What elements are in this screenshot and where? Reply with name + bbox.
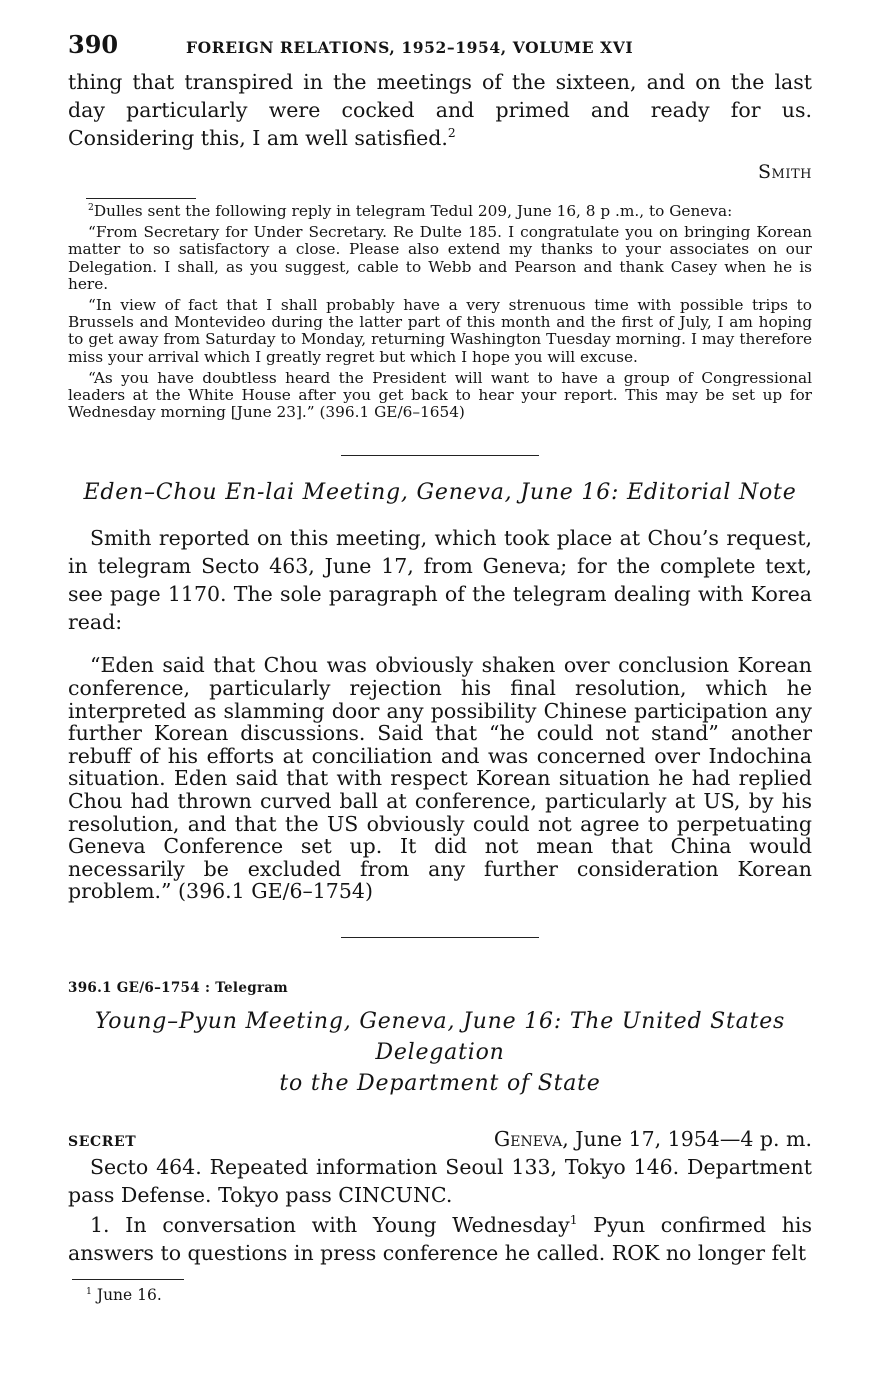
telegram-text: Pyun confirmed his answers to questions in press conference he called. ROK no longer felt xyxy=(68,1212,812,1265)
document-title-line-1: Young–Pyun Meeting, Geneva, June 16: The United States Delegation xyxy=(94,1008,786,1065)
section-divider xyxy=(341,937,539,938)
footnote-reference: 1 xyxy=(569,1213,578,1228)
telegram-paragraph: Secto 464. Repeated information Seoul 133, Tokyo 146. Department pass Defense. Tokyo pass CINCUNC. xyxy=(68,1154,812,1207)
footnote-1 xyxy=(86,1286,812,1304)
dateline xyxy=(68,1127,812,1151)
telegram-paragraph xyxy=(68,1211,812,1267)
telegram-text: 1. In conversation with Young Wednesday xyxy=(90,1212,570,1237)
continuation-text: thing that transpired in the meetings of the sixteen, and on the last day particularly were cocked and primed and ready for us. Considering this, I am well satisfied. xyxy=(68,70,812,150)
footnote-2-intro xyxy=(68,203,812,220)
place-date xyxy=(494,1127,812,1151)
section-divider xyxy=(341,455,539,456)
footnote-2-paragraph: “In view of fact that I shall probably have a very strenuous time with possible trips to Brussels and Montevideo during the latter part of this month and the first of July, I am hoping to get away from Saturday to Monday, returning Washington Tuesday morning. I may therefore miss your arrival which I greatly regret but which I hope you will excuse. xyxy=(68,296,812,366)
page-number: 390 xyxy=(68,30,119,59)
footnote-divider xyxy=(86,198,196,199)
footnote-marker: 1 xyxy=(86,1285,92,1297)
footnote-marker: 2 xyxy=(88,201,94,213)
footnote-1-text: June 16. xyxy=(96,1285,162,1304)
document-title-line-2: to the Department of State xyxy=(279,1070,601,1096)
editorial-note-paragraph: Smith reported on this meeting, which took place at Chou’s request, in telegram Secto 463, June 17, from Geneva; for the complete text, see page 1170. The sole paragraph of the telegram dealing with Korea read: xyxy=(68,526,812,635)
date-time: , June 17, 1954—4 p. m. xyxy=(562,1126,812,1151)
document-file-id: 396.1 GE/6–1754 : Telegram xyxy=(68,979,289,996)
continuation-paragraph xyxy=(68,68,812,152)
signature: Smith xyxy=(758,161,812,183)
footnote-2-paragraph: “From Secretary for Under Secretary. Re Dulte 185. I congratulate you on bringing Korean matter to so satisfactory a close. Please also extend my thanks to your associates on our Delegation. I shall, as you suggest, cable to Webb and Pearson and thank Casey when he is here. xyxy=(68,223,812,293)
running-head xyxy=(68,30,812,68)
footnote-2-paragraph: “As you have doubtless heard the President will want to have a group of Congressional leaders at the White House after you get back to hear your report. This may be set up for Wednesday morning [June 23].” (396.1 GE/6–1654) xyxy=(68,368,812,422)
editorial-note-quote: “Eden said that Chou was obviously shaken over conclusion Korean conference, particularly rejection his final resolution, which he interpreted as slamming door any possibility Chinese participation any further Korean discussions. Said that “he could not stand” another rebuff of his efforts at conciliation and was concerned over Indochina situation. Eden said that with respect Korean situation he had replied Chou had thrown curved ball at conference, particularly at US, by his resolution, and that the US obviously could not agree to perpetuating Geneva Conference set up. It did not mean that China would necessarily be excluded from any further consideration Korean problem.” (396.1 GE/6–1754) xyxy=(68,653,812,904)
place: Geneva xyxy=(493,1126,563,1151)
footnote-divider xyxy=(72,1279,184,1280)
footnote-reference: 2 xyxy=(447,126,456,141)
editorial-note-title: Eden–Chou En-lai Meeting, Geneva, June 16: Editorial Note xyxy=(83,480,797,506)
footnote-2-intro-text: Dulles sent the following reply in telegram Tedul 209, June 16, 8 p .m., to Geneva: xyxy=(93,202,733,220)
document-title xyxy=(68,1006,812,1099)
running-head-title: FOREIGN RELATIONS, 1952–1954, VOLUME XVI xyxy=(186,38,634,57)
document-page xyxy=(68,30,812,1304)
classification-label: SECRET xyxy=(68,1133,137,1150)
